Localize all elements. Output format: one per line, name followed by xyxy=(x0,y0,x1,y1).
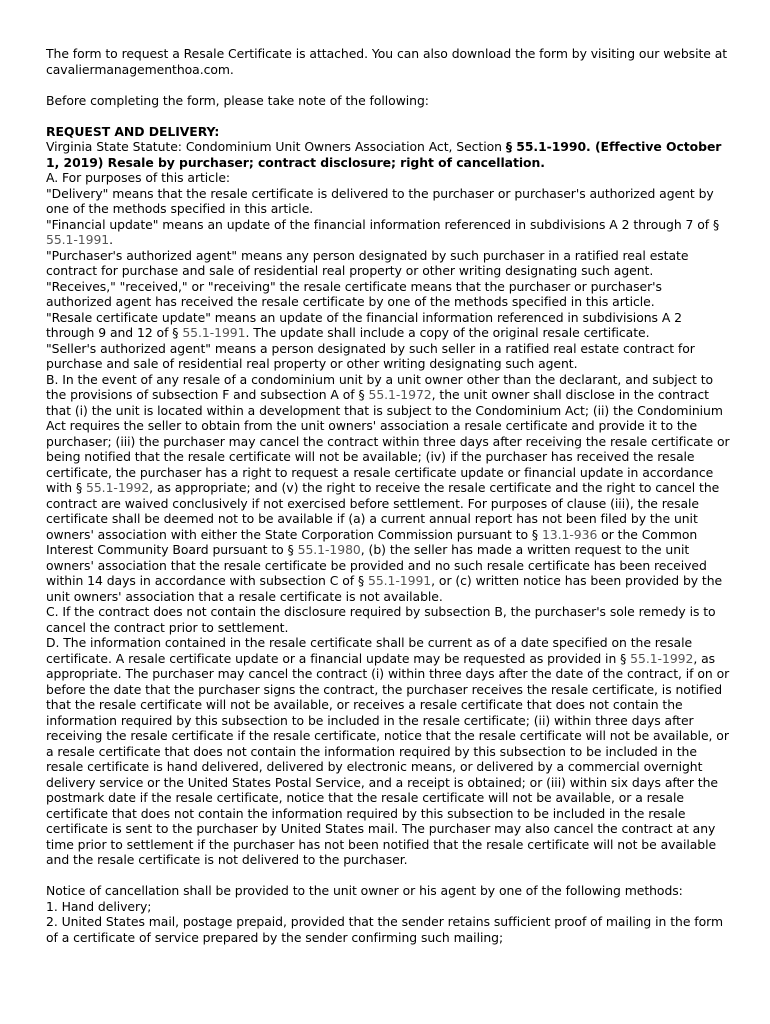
text-segment: , (b) the seller has made a written request to the unit owners' association that the resale certificate be provided and no such resale certificate has been received within 14 days in accordance with subsection C of § xyxy=(46,542,707,588)
statute-link[interactable]: 55.1-1991 xyxy=(367,573,432,588)
statute-title: § 55.1-1990. (Effective October 1, 2019) Resale by purchaser; contract disclosure; right of cancellation. xyxy=(46,139,722,170)
statute-link[interactable]: 55.1-1972 xyxy=(368,387,432,402)
statute-link[interactable]: 55.1-1991 xyxy=(182,325,246,340)
text-segment: B. In the event of any resale of a condominium unit by a unit owner other than the declarant, and subject to the provisions of subsection F and subsection A of § xyxy=(46,371,714,402)
text-segment: or the Common Interest Community Board pursuant to § xyxy=(46,526,698,557)
statute-link[interactable]: 55.1-1992 xyxy=(630,650,694,666)
section-heading: REQUEST AND DELIVERY: xyxy=(46,123,220,139)
statute-paragraph xyxy=(46,139,730,170)
cancellation-method-1: 1. Hand delivery; xyxy=(46,898,152,914)
section-c: C. If the contract does not contain the disclosure required by subsection B, the purchaser's sole remedy is to cancel the contract prior to settlement. xyxy=(46,604,716,635)
statute-link[interactable]: 13.1-936 xyxy=(541,526,598,542)
spacer xyxy=(46,868,730,884)
spacer xyxy=(46,77,730,93)
text-segment: "Financial update" means an update of the financial information referenced in subdivisions A 2 through 7 of § xyxy=(46,216,720,232)
spacer xyxy=(46,108,730,124)
definition-purchaser-agent: "Purchaser's authorized agent" means any person designated by such purchaser in a ratified real estate contract for purchase and sale of residential real property or other writing designating such agent. xyxy=(46,247,689,278)
definition-seller-agent: "Seller's authorized agent" means a person designated by such seller in a ratified real estate contract for purchase and sale of residential real property or other writing designating such agent. xyxy=(46,340,695,371)
text-segment: . The update shall include a copy of the original resale certificate. xyxy=(245,325,650,340)
section-b xyxy=(46,372,730,605)
cancellation-method-2: 2. United States mail, postage prepaid, provided that the sender retains sufficient proof of mailing in the form of a certificate of service prepared by the sender confirming such mailing; xyxy=(46,914,723,945)
text-segment: , as appropriate; and (v) the right to receive the resale certificate and the right to cancel the contract are waived conclusively if not exercised before settlement. For purposes of clause (iii), the resale certificate shall be deemed not to be available if (a) a current annual report has not been filed by the unit owners' association with either the State Corporation Commission pursuant to § xyxy=(46,480,720,542)
text-segment: , or (c) written notice has been provided by the unit owners' association that a resale certificate is not available. xyxy=(46,573,723,604)
text-segment: . xyxy=(109,232,114,247)
definition-financial-update xyxy=(46,217,730,248)
note-paragraph: Before completing the form, please take note of the following: xyxy=(46,92,429,108)
statute-link[interactable]: 55.1-1991 xyxy=(46,232,110,247)
intro-paragraph: The form to request a Resale Certificate is attached. You can also download the form by visiting our website at cavaliermanagementhoa.com. xyxy=(46,46,728,77)
statute-link[interactable]: 55.1-1980 xyxy=(297,542,361,557)
definition-resale-update xyxy=(46,310,730,341)
text-segment: "Resale certificate update" means an update of the financial information referenced in subdivisions A 2 through 9 and 12 of § xyxy=(46,309,682,340)
definition-receives: "Receives," "received," or "receiving" the resale certificate means that the purchaser or purchaser's authorized agent has received the resale certificate by one of the methods specified in this article. xyxy=(46,278,662,309)
text-segment: , as appropriate. The purchaser may cancel the contract (i) within three days after the date of the contract, if on or before the date that the purchaser signs the contract, the purchaser receives the resale certificate, is notified that the resale certificate will not be available, or receives a resale certificate that does not contain the information required by this subsection to be included in the resale certificate; (ii) within three days after receiving the resale certificate if the resale certificate, notice that the resale certificate will not be available, or a resale certificate that does not contain the information required by this subsection to be included in the resale certificate is hand delivered, delivered by electronic means, or delivered by a commercial overnight delivery service or the United States Postal Service, and a receipt is obtained; or (iii) within six days after the postmark date if the resale certificate, notice that the resale certificate will not be available, or a resale certificate that does not contain the information required by this subsection to be included in the resale certificate is sent to the purchaser by United States mail. The purchaser may also cancel the contract at any time prior to settlement if the purchaser has not been notified that the resale certificate will not be available and the resale certificate is not delivered to the purchaser. xyxy=(46,650,730,867)
definition-delivery: "Delivery" means that the resale certificate is delivered to the purchaser or purchaser's authorized agent by one of the methods specified in this article. xyxy=(46,185,714,216)
section-a-intro: A. For purposes of this article: xyxy=(46,170,231,185)
section-d xyxy=(46,635,730,868)
text-segment: D. The information contained in the resale certificate shall be current as of a date specified on the resale certificate. A resale certificate update or a financial update may be requested as provided in § xyxy=(46,635,693,666)
cancellation-intro: Notice of cancellation shall be provided to the unit owner or his agent by one of the following methods: xyxy=(46,883,683,898)
text-segment: , the unit owner shall disclose in the contract that (i) the unit is located within a development that is subject to the Condominium Act; (ii) the Condominium Act requires the seller to obtain from the unit owners' association a resale certificate and provide it to the purchaser; (iii) the purchaser may cancel the contract within three days after receiving the resale certificate or being notified that the resale certificate will not be available; (iv) if the purchaser has received the resale certificate, the purchaser has a right to request a resale certificate update or financial update in accordance with § xyxy=(46,387,730,495)
statute-prefix: Virginia State Statute: Condominium Unit Owners Association Act, Section xyxy=(46,139,506,154)
statute-link[interactable]: 55.1-1992 xyxy=(86,480,150,495)
